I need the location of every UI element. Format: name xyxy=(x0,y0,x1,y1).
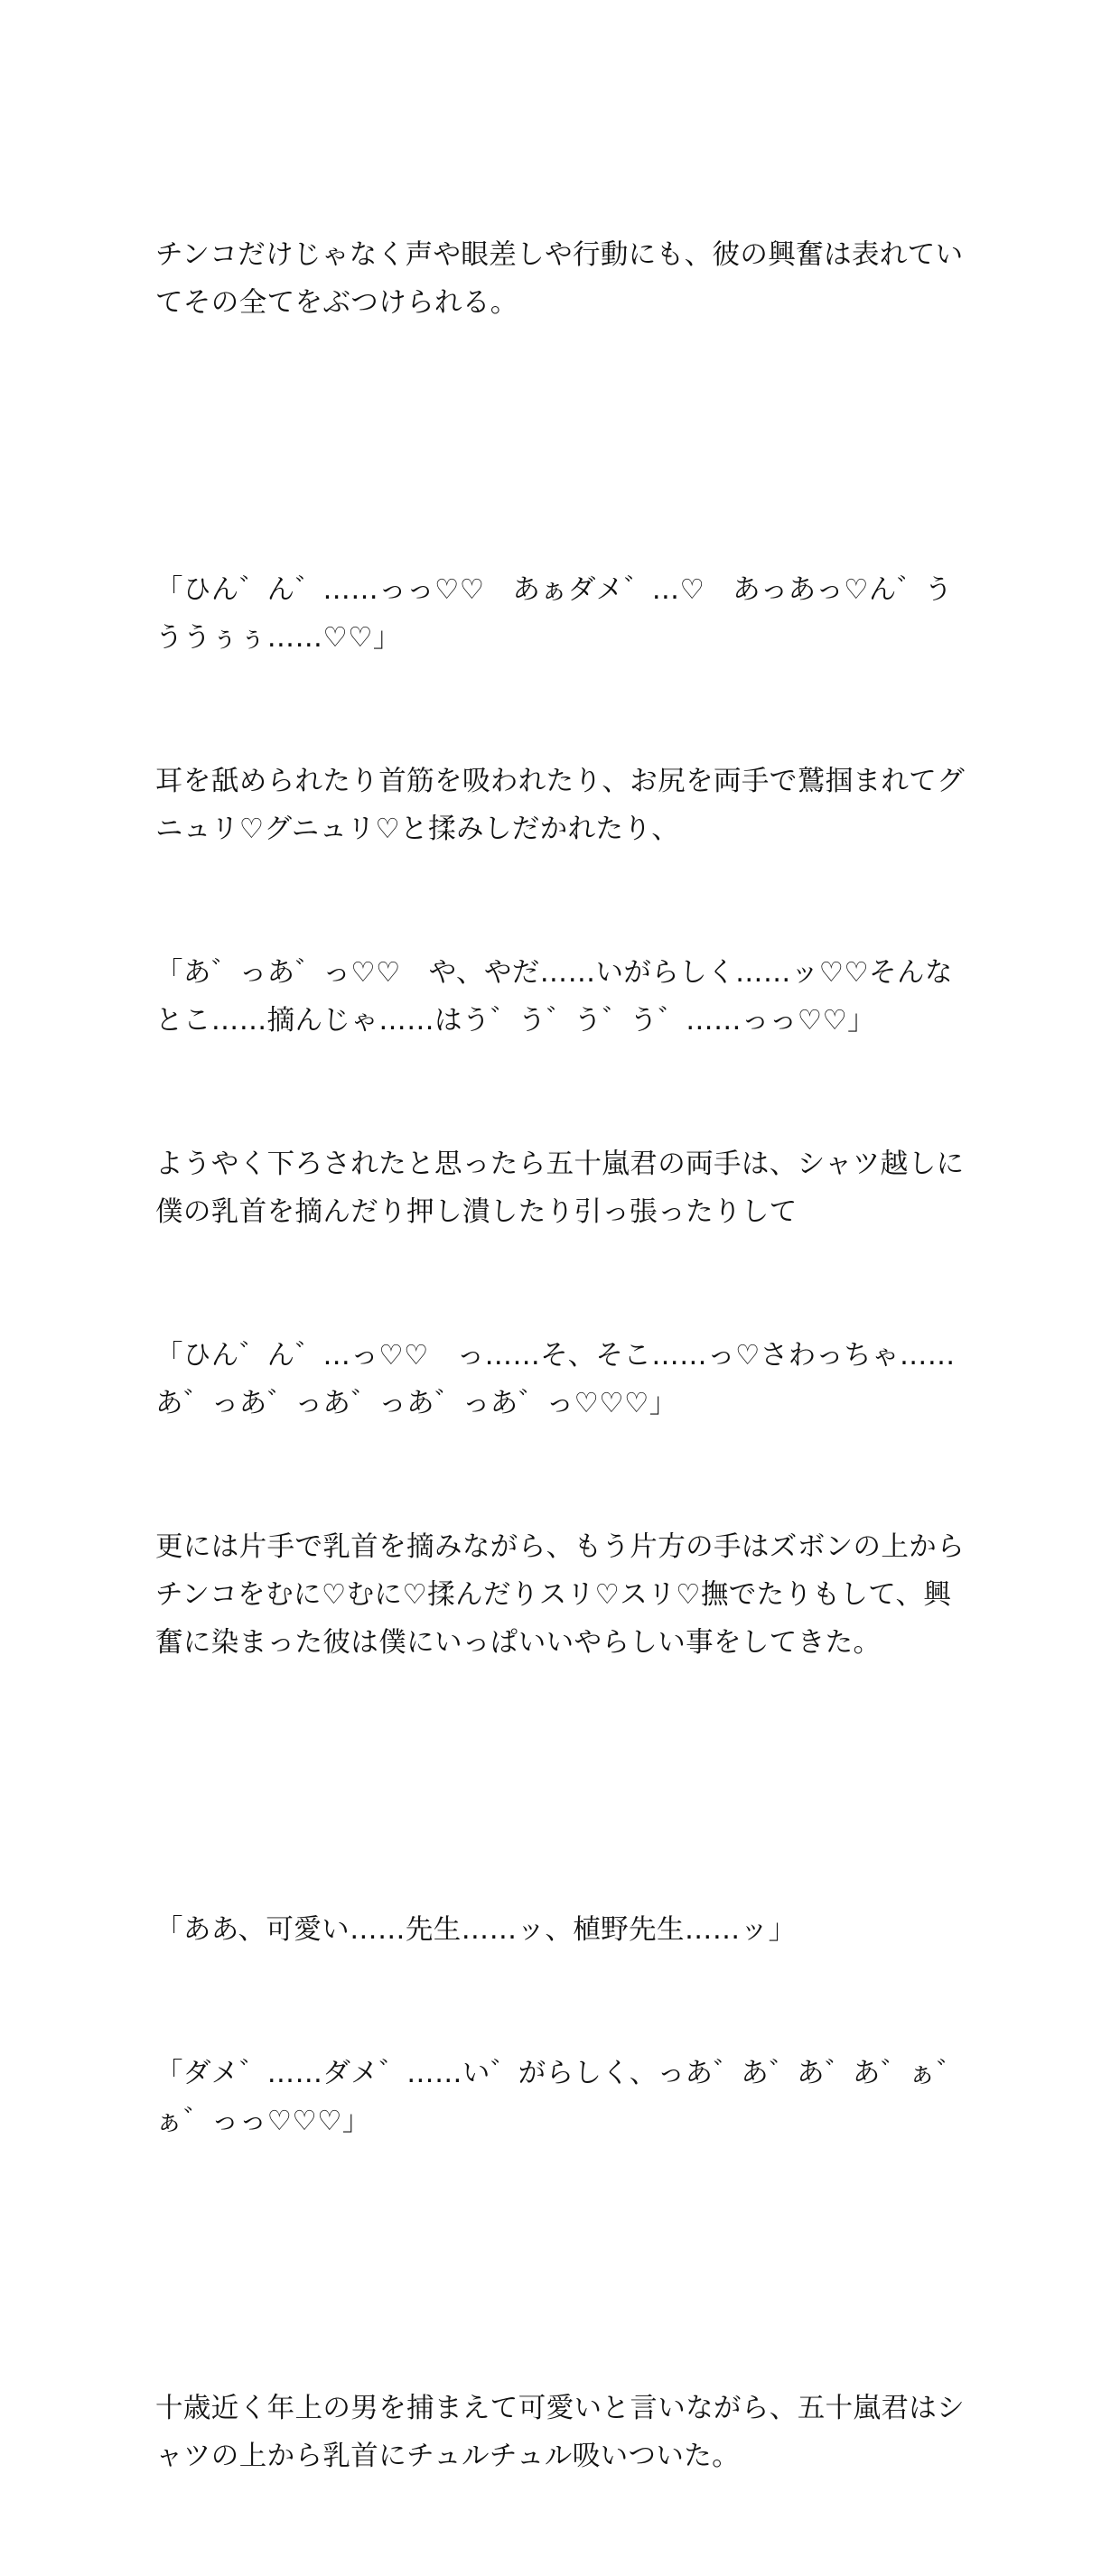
paragraph: 「ひん゛ん゛…っ♡♡ っ……そ、そこ……っ♡さわっちゃ……あ゛っあ゛っあ゛っあ゛っあ゛っ♡♡♡」 xyxy=(155,1340,956,1419)
paragraph: 更には片手で乳首を摘みながら、もう片方の手はズボンの上からチンコをむに♡むに♡揉んだりスリ♡スリ♡撫でたりもして、興奮に染まった彼は僕にいっぱいいやらしい事をしてきた。 xyxy=(155,1531,966,1659)
document-body xyxy=(155,135,971,2576)
paragraph-spacer xyxy=(155,2241,971,2289)
paragraph: 十歳近く年上の男を捕まえて可愛いと言いながら、五十嵐君はシャツの上から乳首にチュルチュル吸いついた。 xyxy=(155,2393,966,2472)
paragraph: 「あ゛っあ゛っ♡♡ や、やだ……いがらしく……ッ♡♡そんなとこ……摘んじゃ……はう゛う゛う゛う゛……っっ♡♡」 xyxy=(155,957,953,1037)
paragraph: チンコだけじゃなく声や眼差しや行動にも、彼の興奮は表れていてその全てをぶつけられる。 xyxy=(155,239,964,319)
paragraph: ようやく下ろされたと思ったら五十嵐君の両手は、シャツ越しに僕の乳首を摘んだり押し潰したり引っ張ったりして xyxy=(155,1149,965,1228)
paragraph-spacer xyxy=(155,1762,971,1810)
paragraph: 「ああ、可愛い……先生……ッ、植野先生……ッ」 xyxy=(155,1914,797,1946)
paragraph-spacer xyxy=(155,423,971,470)
paragraph: 「ひん゛ん゛……っっ♡♡ あぁダメ゛…♡ あっあっ♡ん゛うううぅぅ……♡♡」 xyxy=(155,574,953,654)
paragraph: 耳を舐められたり首筋を吸われたり、お尻を両手で鷲掴まれてグニュリ♡グニュリ♡と揉みしだかれたり、 xyxy=(155,766,966,845)
paragraph: 「ダメ゛……ダメ゛……い゛がらしく、っあ゛あ゛あ゛あ゛ぁ゛ぁ゛っっ♡♡♡」 xyxy=(155,2058,965,2137)
